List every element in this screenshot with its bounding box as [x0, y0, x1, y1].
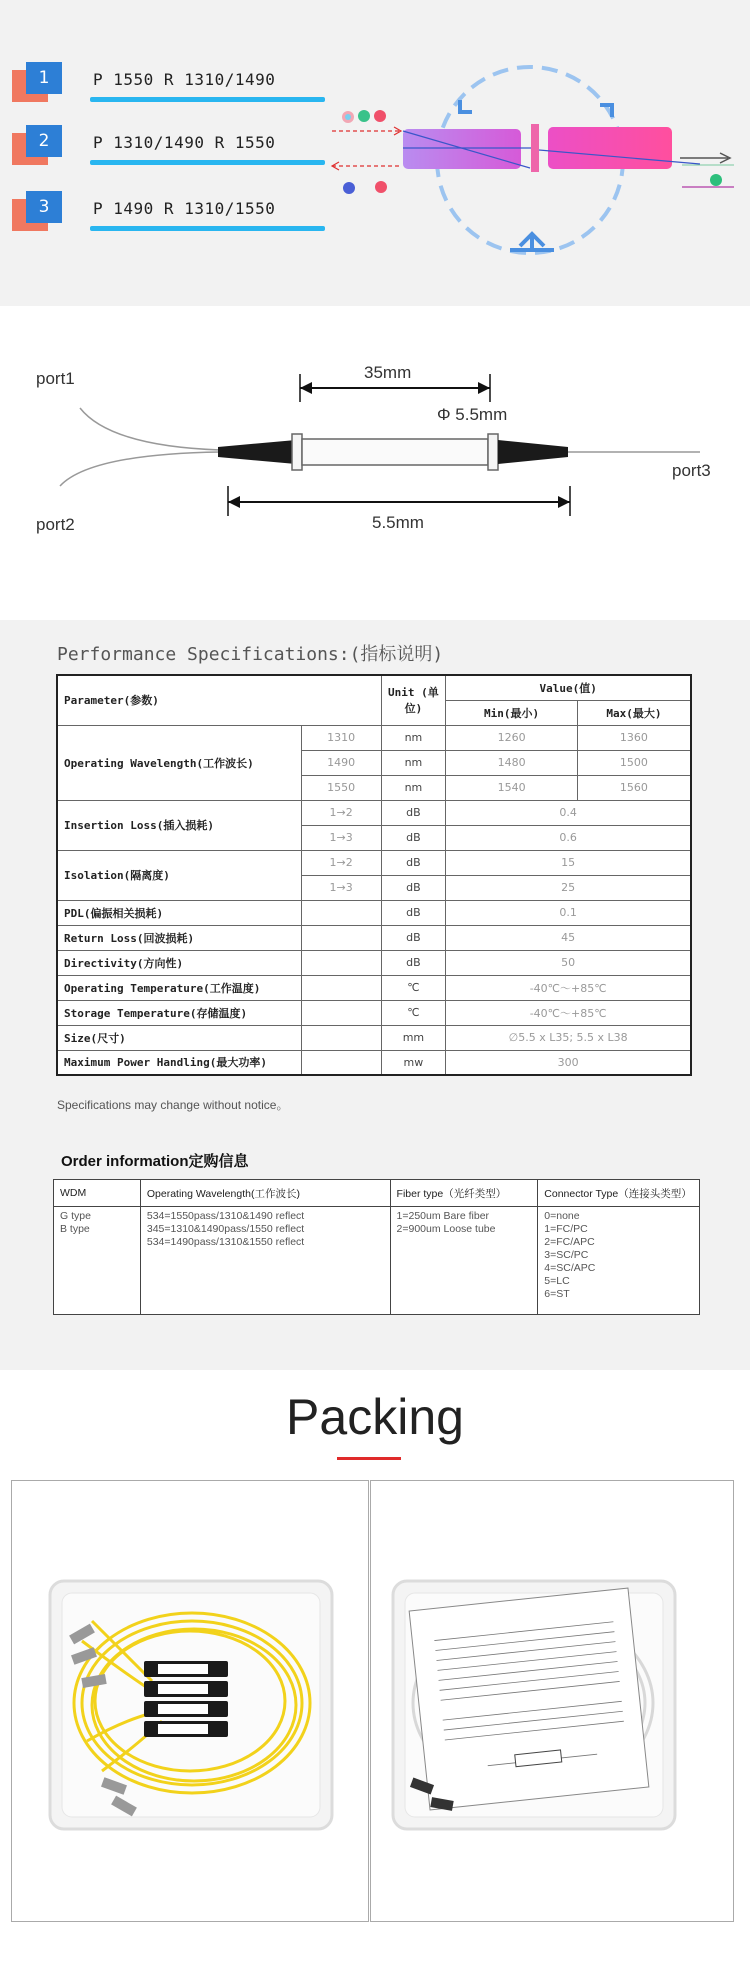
- param-name: PDL(偏振相关损耗): [57, 900, 301, 925]
- packing-title: Packing: [286, 1389, 464, 1445]
- list-item: B type: [60, 1223, 90, 1235]
- param-sub: 1→2: [301, 850, 381, 875]
- param-name: Directivity(方向性): [57, 950, 301, 975]
- param-sub: 1310: [301, 725, 381, 750]
- connector-cell: [538, 1207, 700, 1315]
- param-sub: 1→2: [301, 800, 381, 825]
- param-min: 1540: [446, 775, 578, 800]
- list-item: 534=1490pass/1310&1550 reflect: [146, 1236, 305, 1248]
- param-value: ∅5.5 x L35; 5.5 x L38: [446, 1025, 691, 1050]
- table-row: [54, 1207, 700, 1315]
- row-number: 3: [26, 191, 62, 223]
- param-unit: mw: [381, 1050, 446, 1075]
- wavelength-cell: [140, 1207, 390, 1315]
- param-unit: dB: [381, 900, 446, 925]
- port-config-label: P 1550 R 1310/1490: [93, 70, 276, 89]
- param-name: Maximum Power Handling(最大功率): [57, 1050, 301, 1075]
- specifications-section: [0, 620, 750, 1370]
- param-name: Insertion Loss(插入损耗): [57, 800, 301, 850]
- param-sub: 1550: [301, 775, 381, 800]
- packing-photo-datasheet: [370, 1480, 734, 1922]
- port2-label: port2: [36, 515, 75, 534]
- order-title: Order information定购信息: [61, 1153, 249, 1170]
- param-unit: ℃: [381, 975, 446, 1000]
- list-item: 6=ST: [544, 1288, 570, 1300]
- lens-right: [548, 127, 672, 169]
- param-unit: dB: [381, 875, 446, 900]
- wdm-schematic: [0, 0, 750, 306]
- title-underline: [337, 1457, 401, 1460]
- list-item: 1=FC/PC: [544, 1223, 588, 1235]
- order-table: [53, 1179, 700, 1315]
- list-item: 0=none: [544, 1210, 580, 1222]
- spec-title: Performance Specifications:(指标说明): [57, 644, 444, 665]
- dimension-diagram: [0, 306, 750, 620]
- param-unit: dB: [381, 950, 446, 975]
- table-row: [57, 1050, 691, 1075]
- row-number: 2: [26, 125, 62, 157]
- up-arrow-icon: [510, 234, 554, 250]
- lens-left: [403, 129, 521, 169]
- header-max: Max(最大): [577, 700, 691, 725]
- param-sub: 1→3: [301, 875, 381, 900]
- param-max: 1500: [577, 750, 691, 775]
- packing-photo-yellow: [11, 1480, 369, 1922]
- list-item: 5=LC: [544, 1275, 570, 1287]
- list-item: 1=250um Bare fiber: [396, 1210, 490, 1222]
- port3-label: port3: [672, 461, 711, 480]
- diameter-label: Φ 5.5mm: [437, 405, 508, 424]
- port-config-label: P 1310/1490 R 1550: [93, 133, 276, 152]
- table-row: [57, 725, 691, 750]
- param-name: Operating Wavelength(工作波长): [57, 725, 301, 800]
- list-item: 2=900um Loose tube: [396, 1223, 496, 1235]
- port1-label: port1: [36, 369, 75, 388]
- param-value: -40℃～+85℃: [446, 1000, 691, 1025]
- param-unit: dB: [381, 825, 446, 850]
- component-drawing: [0, 306, 750, 620]
- list-item: G type: [60, 1210, 91, 1222]
- table-row: [57, 1000, 691, 1025]
- header-min: Min(最小): [446, 700, 578, 725]
- param-unit: ℃: [381, 1000, 446, 1025]
- table-row: [57, 975, 691, 1000]
- header-unit: Unit (单位): [381, 675, 446, 725]
- param-name: Return Loss(回波损耗): [57, 925, 301, 950]
- param-name: Operating Temperature(工作温度): [57, 975, 301, 1000]
- arrow-head-icon: [460, 100, 472, 112]
- table-header-row: [57, 675, 691, 700]
- order-header: WDM: [54, 1180, 141, 1207]
- param-name: Size(尺寸): [57, 1025, 301, 1050]
- param-unit: nm: [381, 725, 446, 750]
- table-row: [57, 900, 691, 925]
- fiber-cell: [390, 1207, 538, 1315]
- header-parameter: Parameter(参数): [57, 675, 381, 725]
- param-value: 0.4: [446, 800, 691, 825]
- filter-element: [531, 124, 539, 172]
- param-value: 25: [446, 875, 691, 900]
- param-value: 300: [446, 1050, 691, 1075]
- param-max: 1360: [577, 725, 691, 750]
- list-item: 3=SC/PC: [544, 1249, 589, 1261]
- param-unit: dB: [381, 925, 446, 950]
- param-value: 15: [446, 850, 691, 875]
- param-name: Isolation(隔离度): [57, 850, 301, 900]
- param-unit: nm: [381, 775, 446, 800]
- param-min: 1480: [446, 750, 578, 775]
- length-top-label: 35mm: [364, 363, 412, 382]
- table-row: [57, 850, 691, 875]
- spec-table: [56, 674, 692, 1076]
- order-header: Fiber type（光纤类型）: [390, 1180, 538, 1207]
- param-value: 45: [446, 925, 691, 950]
- param-unit: mm: [381, 1025, 446, 1050]
- table-row: [57, 925, 691, 950]
- param-value: -40℃～+85℃: [446, 975, 691, 1000]
- length-bottom-label: 5.5mm: [372, 513, 424, 532]
- port-config-label: P 1490 R 1310/1550: [93, 199, 276, 218]
- param-sub: 1→3: [301, 825, 381, 850]
- table-row: [57, 800, 691, 825]
- spec-note: Specifications may change without notice。: [57, 1098, 289, 1112]
- order-header: Connector Type（连接头类型）: [538, 1180, 700, 1207]
- param-value: 0.6: [446, 825, 691, 850]
- list-item: 345=1310&1490pass/1550 reflect: [146, 1223, 305, 1235]
- param-value: 0.1: [446, 900, 691, 925]
- wdm-cell: [54, 1207, 141, 1315]
- order-header: Operating Wavelength(工作波长): [140, 1180, 390, 1207]
- list-item: 4=SC/APC: [544, 1262, 596, 1274]
- table-row: [57, 1025, 691, 1050]
- param-max: 1560: [577, 775, 691, 800]
- packing-section: [0, 1370, 750, 1970]
- row-number: 1: [26, 62, 62, 94]
- param-unit: dB: [381, 800, 446, 825]
- product-photo: [12, 1481, 368, 1921]
- table-row: [57, 950, 691, 975]
- param-min: 1260: [446, 725, 578, 750]
- param-unit: nm: [381, 750, 446, 775]
- table-header-row: [54, 1180, 700, 1207]
- wdm-banner: [0, 0, 750, 306]
- header-value: Value(值): [446, 675, 691, 700]
- list-item: 534=1550pass/1310&1490 reflect: [146, 1210, 305, 1222]
- list-item: 2=FC/APC: [544, 1236, 595, 1248]
- param-value: 50: [446, 950, 691, 975]
- param-name: Storage Temperature(存储温度): [57, 1000, 301, 1025]
- param-unit: dB: [381, 850, 446, 875]
- product-photo: [371, 1481, 733, 1921]
- param-sub: 1490: [301, 750, 381, 775]
- arrow-head-icon: [600, 105, 612, 117]
